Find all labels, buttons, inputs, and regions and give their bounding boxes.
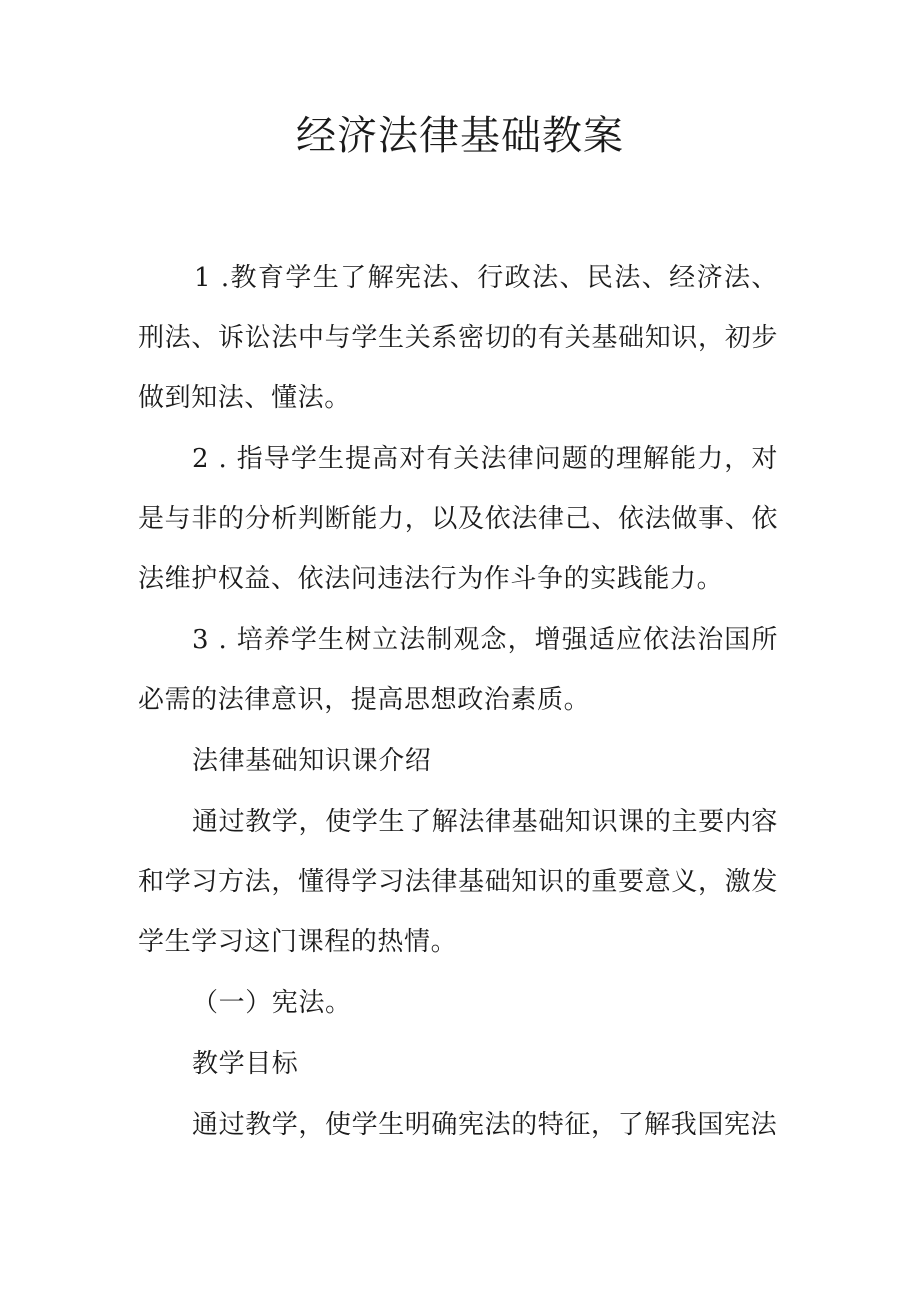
paragraph-objective-2: 2 . 指导学生提高对有关法律问题的理解能力，对是与非的分析判断能力，以及依法律己、依法做事、依法维护权益、依法问违法行为作斗争的实践能力。: [138, 444, 778, 594]
section-heading-teaching-goals: 教学目标: [192, 1049, 299, 1079]
document-body: [138, 248, 778, 1156]
paragraph-course-intro: 通过教学，使学生了解法律基础知识课的主要内容和学习方法，懂得学习法律基础知识的重要意义，激发学生学习这门课程的热情。: [138, 807, 778, 957]
section-heading-course-intro: 法律基础知识课介绍: [192, 746, 432, 776]
paragraph-teaching-goals: 通过教学，使学生明确宪法的特征，了解我国宪法: [192, 1110, 778, 1140]
paragraph-objective-3: 3 . 培养学生树立法制观念，增强适应依法治国所必需的法律意识，提高思想政治素质。: [138, 625, 778, 715]
paragraph-objective-1: 1 .教育学生了解宪法、行政法、民法、经济法、刑法、诉讼法中与学生关系密切的有关基础知识，初步做到知法、懂法。: [138, 263, 778, 413]
document-title: 经济法律基础教案: [296, 113, 624, 159]
section-heading-constitution: （一）宪法。: [192, 988, 352, 1018]
